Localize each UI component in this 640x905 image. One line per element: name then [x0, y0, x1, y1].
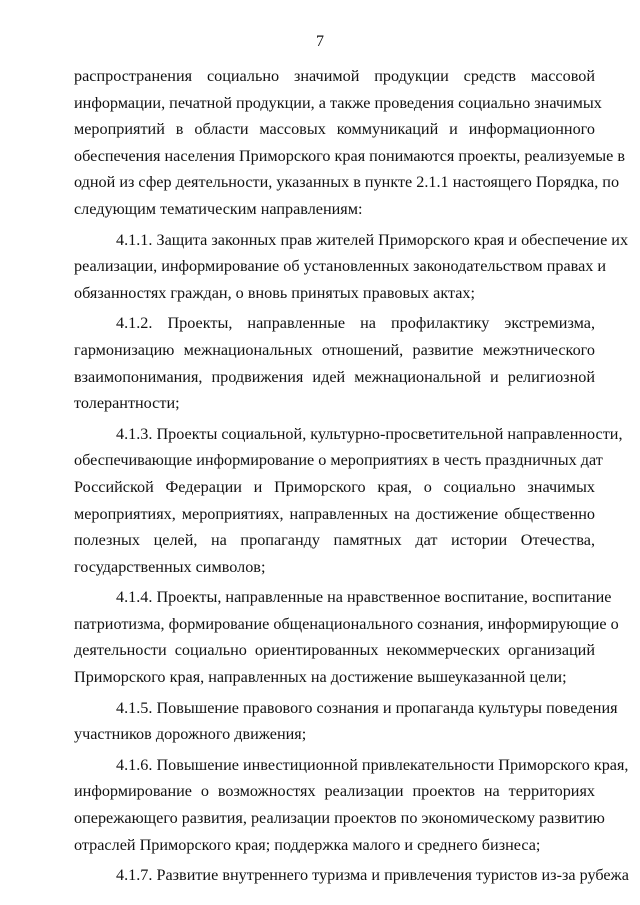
- text-line: Российской Федерации и Приморского края, о социально значимых: [74, 477, 595, 496]
- text-line: полезных целей, на пропаганду памятных дат истории Отечества,: [74, 531, 595, 550]
- text-line: Приморского края, направленных на достижение вышеуказанной цели;: [74, 668, 567, 687]
- text-line: патриотизма, формирование общенационального сознания, информирующие о: [74, 614, 619, 633]
- text-line: взаимопонимания, продвижения идей межнациональной и религиозной: [74, 367, 595, 386]
- text-line: участников дорожного движения;: [74, 725, 307, 744]
- text-line: 4.1.3. Проекты социальной, культурно-просветительной направленности,: [116, 424, 623, 443]
- text-line: информации, печатной продукции, а также проведения социально значимых: [74, 93, 602, 112]
- text-line: 4.1.4. Проекты, направленные на нравственное воспитание, воспитание: [116, 588, 612, 607]
- text-line: 4.1.6. Повышение инвестиционной привлекательности Приморского края,: [116, 755, 629, 774]
- text-line: отраслей Приморского края; поддержка малого и среднего бизнеса;: [74, 835, 541, 854]
- text-line: обеспечивающие информирование о мероприятиях в честь праздничных дат: [74, 451, 603, 470]
- text-line: мероприятий в области массовых коммуникаций и информационного: [74, 120, 595, 139]
- text-line: обязанностях граждан, о вновь принятых правовых актах;: [74, 283, 476, 302]
- document-body: [74, 63, 629, 889]
- text-line: 4.1.7. Развитие внутреннего туризма и привлечения туристов из-за рубежа: [116, 866, 629, 885]
- text-line: деятельности социально ориентированных некоммерческих организаций: [74, 641, 595, 660]
- text-line: 4.1.1. Защита законных прав жителей Приморского края и обеспечение их: [116, 230, 629, 249]
- text-line: толерантности;: [74, 394, 180, 413]
- text-line: обеспечения населения Приморского края понимаются проекты, реализуемые в: [74, 146, 625, 165]
- text-line: информирование о возможностях реализации проектов на территориях: [74, 782, 595, 801]
- text-line: государственных символов;: [74, 557, 266, 576]
- page-number: 7: [316, 33, 324, 50]
- text-line: гармонизацию межнациональных отношений, развитие межэтнического: [74, 340, 595, 359]
- text-line: распространения социально значимой продукции средств массовой: [74, 67, 595, 85]
- text-line: мероприятиях, мероприятиях, направленных на достижение общественно: [74, 504, 595, 523]
- text-line: реализации, информирование об установленных законодательством правах и: [74, 257, 607, 276]
- text-line: следующим тематическим направлениям:: [74, 199, 363, 218]
- text-line: одной из сфер деятельности, указанных в пункте 2.1.1 настоящего Порядка, по: [74, 173, 620, 192]
- text-line: опережающего развития, реализации проектов по экономическому развитию: [74, 809, 605, 828]
- text-line: 4.1.5. Повышение правового сознания и пропаганда культуры поведения: [116, 698, 618, 717]
- text-line: 4.1.2. Проекты, направленные на профилактику экстремизма,: [116, 314, 595, 333]
